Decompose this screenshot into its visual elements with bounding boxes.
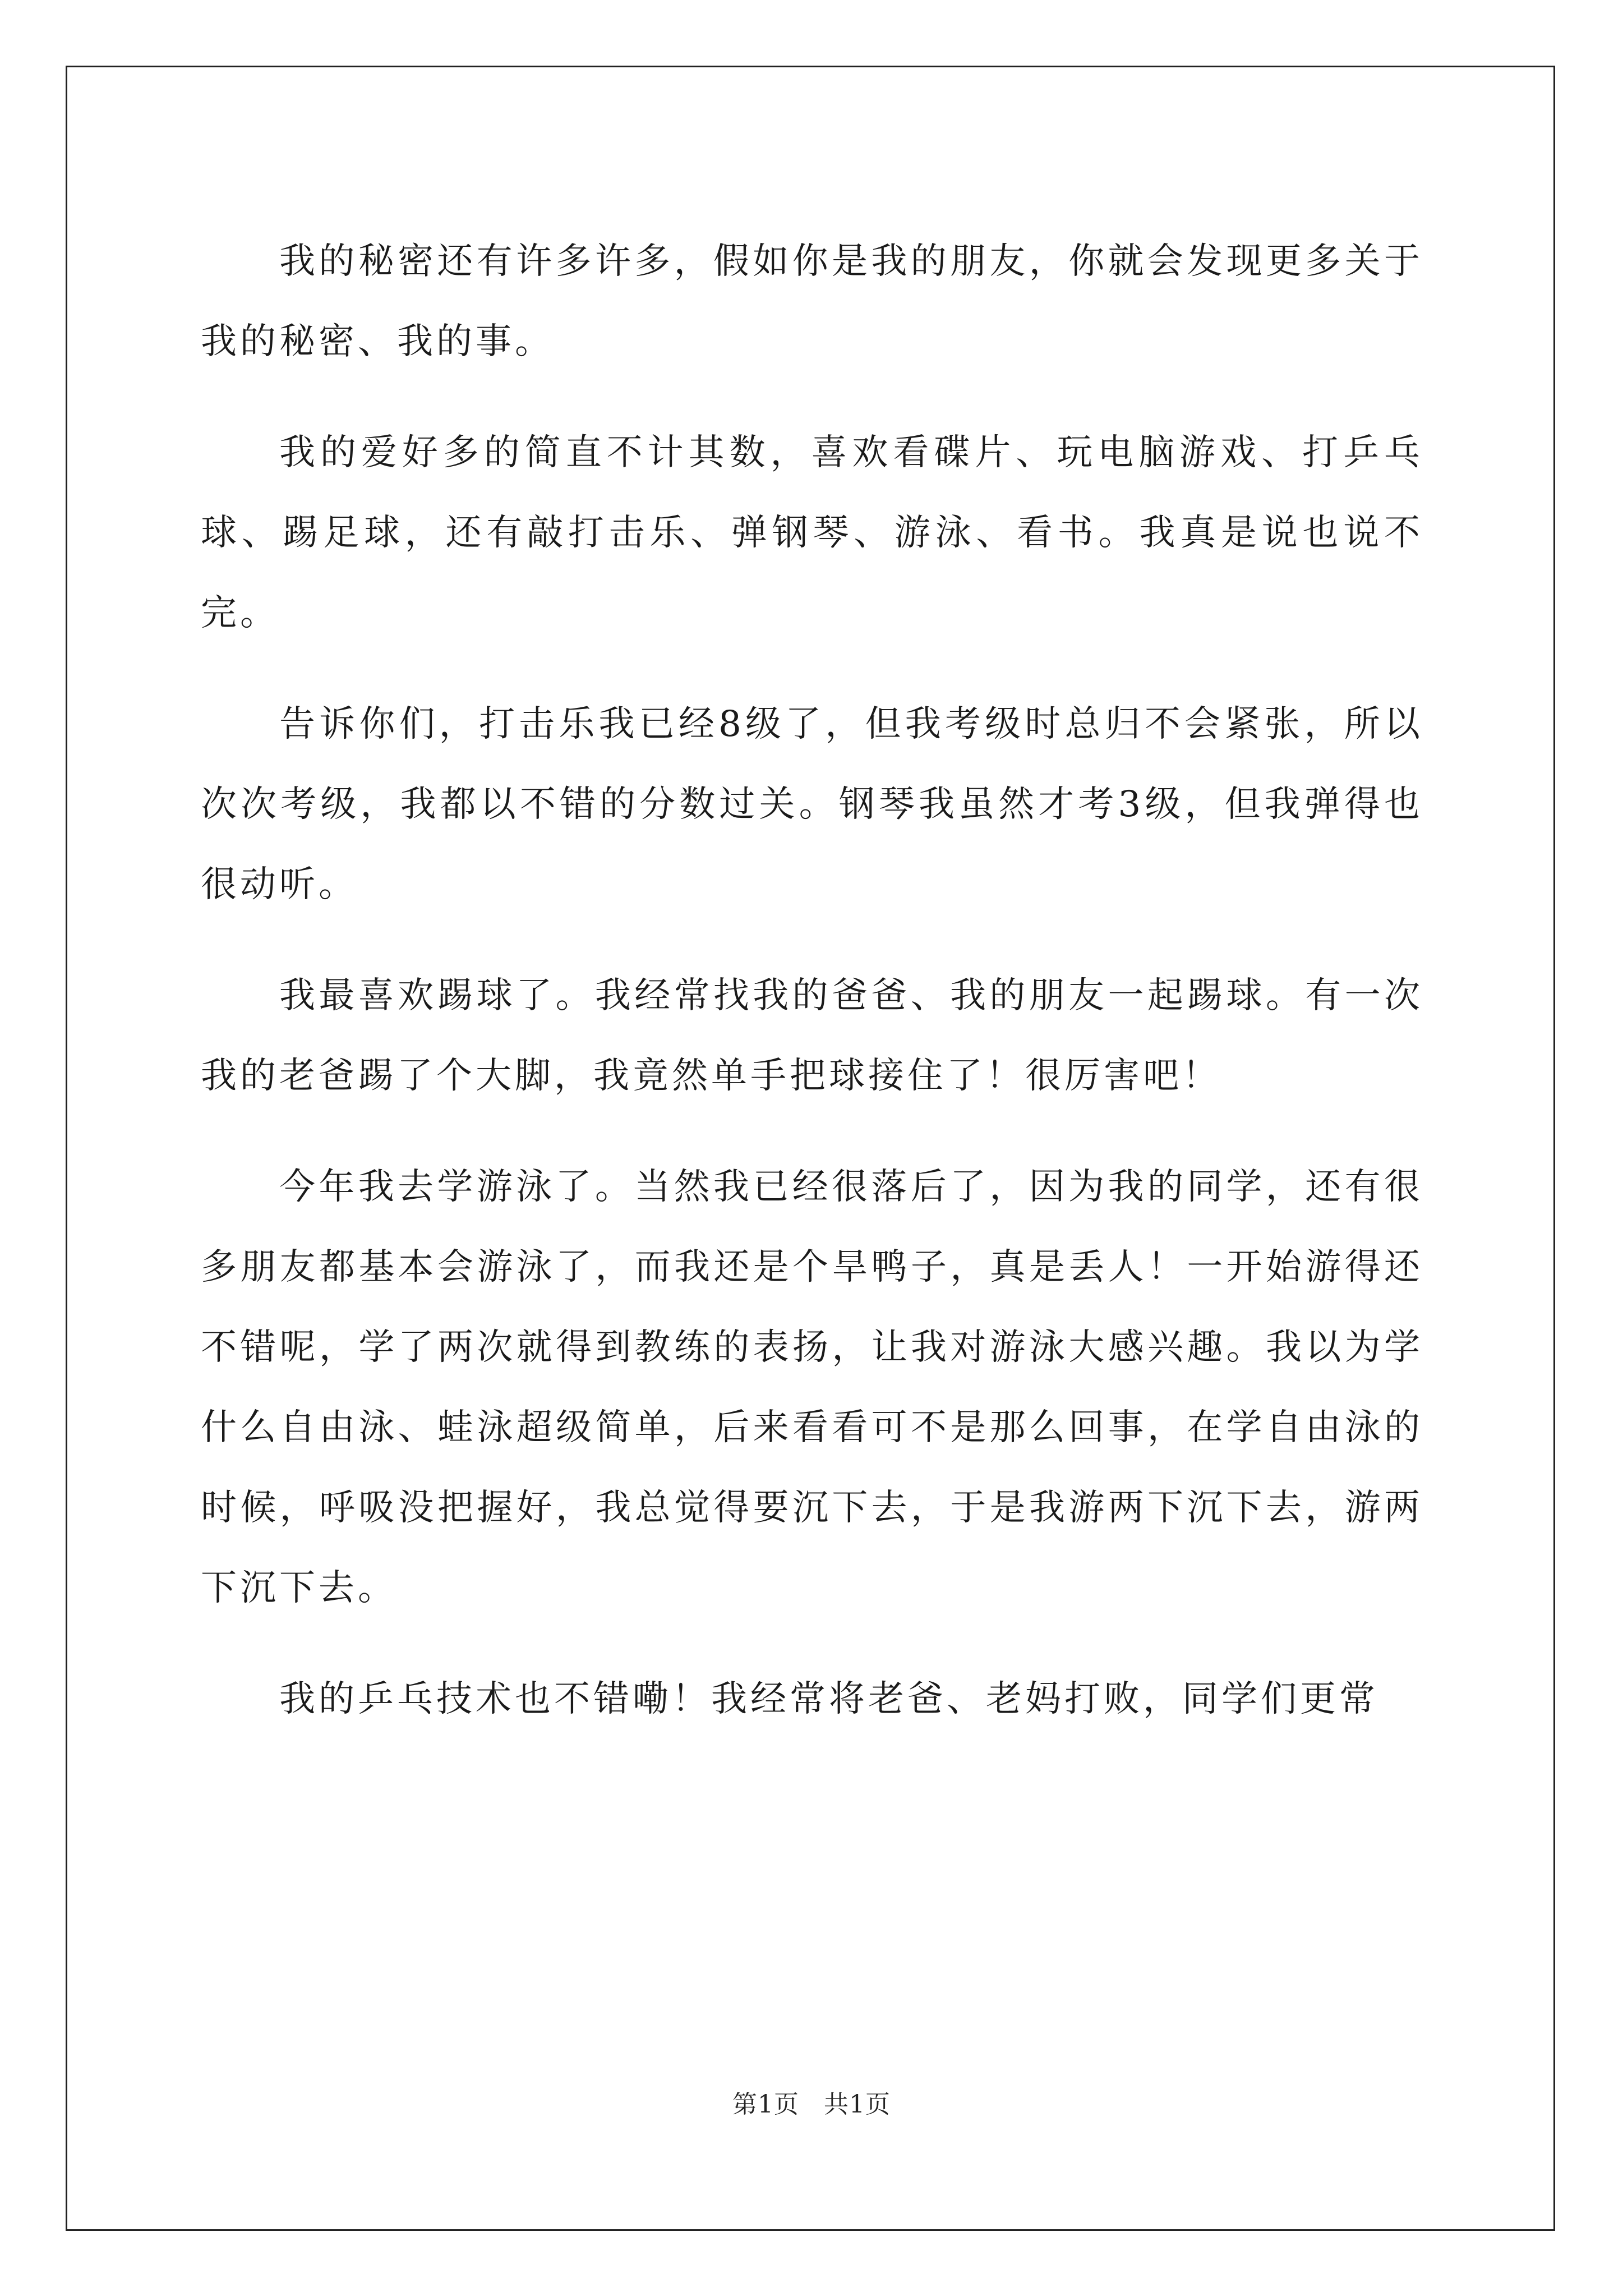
paragraph-3: 告诉你们，打击乐我已经8级了，但我考级时总归不会紧张，所以次次考级，我都以不错的分数过关。钢琴我虽然才考3级，但我弹得也很动听。	[201, 703, 1423, 905]
document-body	[201, 222, 1423, 1770]
paragraph-6: 我的乒乓技术也不错嘞！我经常将老爸、老妈打败，同学们更常	[279, 1678, 1378, 1720]
paragraph-2: 我的爱好多的简直不计其数，喜欢看碟片、玩电脑游戏、打乒乓球、踢足球，还有敲打击乐、弹钢琴、游泳、看书。我真是说也说不完。	[201, 432, 1423, 634]
paragraph-4: 我最喜欢踢球了。我经常找我的爸爸、我的朋友一起踢球。有一次我的老爸踢了个大脚，我竟然单手把球接住了！很厉害吧！	[201, 975, 1423, 1097]
paragraph-1: 我的秘密还有许多许多，假如你是我的朋友，你就会发现更多关于我的秘密、我的事。	[201, 241, 1423, 362]
page-footer	[0, 2084, 1623, 2120]
page-number-current: 第1页	[732, 2090, 799, 2119]
page-number-total: 共1页	[824, 2090, 891, 2119]
paragraph-5: 今年我去学游泳了。当然我已经很落后了，因为我的同学，还有很多朋友都基本会游泳了，而我还是个旱鸭子，真是丢人！一开始游得还不错呢，学了两次就得到教练的表扬，让我对游泳大感兴趣。我以为学什么自由泳、蛙泳超级简单，后来看看可不是那么回事，在学自由泳的时候，呼吸没把握好，我总觉得要沉下去，于是我游两下沉下去，游两下沉下去。	[201, 1166, 1423, 1609]
